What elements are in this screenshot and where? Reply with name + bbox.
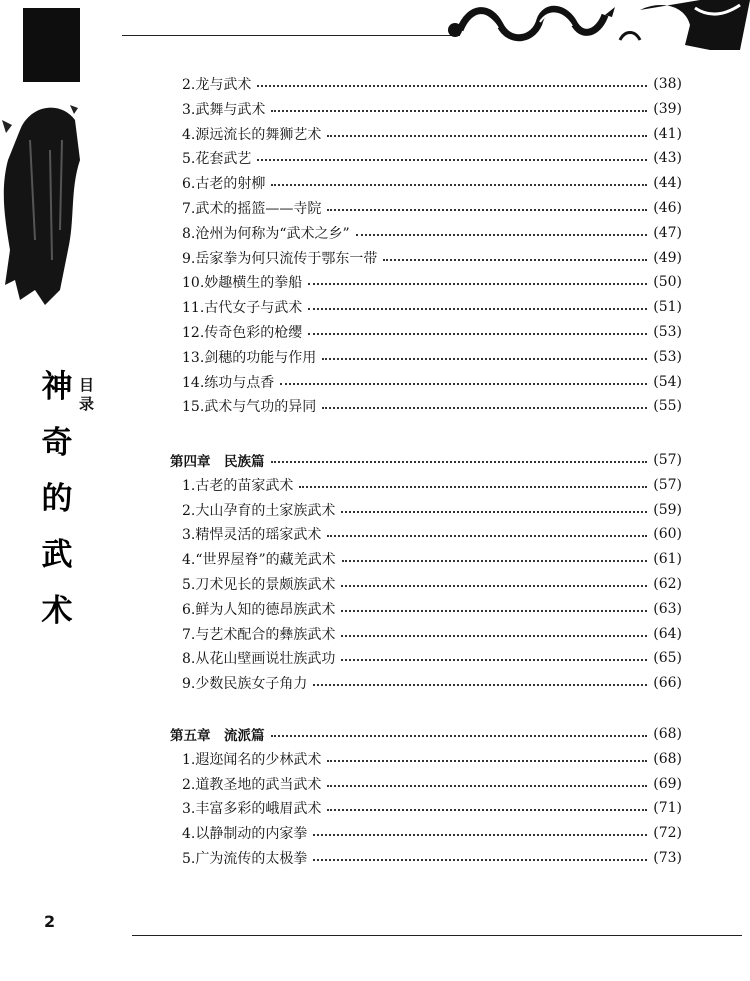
toc-entry-page: (51) xyxy=(653,299,682,316)
toc-leader-dots xyxy=(299,486,647,488)
toc-leader-dots xyxy=(322,358,647,360)
toc-leader-dots xyxy=(341,659,647,661)
toc-leader-dots xyxy=(327,809,647,811)
toc-leader-dots xyxy=(271,461,648,463)
toc-entry-page: (53) xyxy=(653,348,682,365)
toc-entry-title: 11.古代女子与武术 xyxy=(182,300,303,317)
toc-entry-title: 9.岳家拳为何只流传于鄂东一带 xyxy=(182,250,378,267)
toc-leader-dots xyxy=(313,684,647,686)
toc-leader-dots xyxy=(271,735,648,737)
book-title-char: 奇 xyxy=(41,425,73,461)
toc-entry-title: 9.少数民族女子角力 xyxy=(182,676,308,693)
toc-leader-dots xyxy=(341,635,647,637)
toc-entry-title: 12.传奇色彩的枪缨 xyxy=(182,325,303,341)
book-title-char: 神 xyxy=(41,369,73,405)
toc-entry-row[interactable] xyxy=(182,97,682,121)
toc-entry-row[interactable] xyxy=(182,370,682,394)
toc-entry-title: 3.丰富多彩的峨眉武术 xyxy=(182,801,322,818)
toc-entry-row[interactable] xyxy=(182,72,682,96)
toc-leader-dots xyxy=(257,85,647,87)
toc-entry-row[interactable] xyxy=(182,246,682,270)
toc-entry-title: 2.道教圣地的武当武术 xyxy=(182,776,322,793)
toc-entry-page: (41) xyxy=(653,125,682,142)
toc-entry-page: (63) xyxy=(653,600,682,617)
toc-entry-row[interactable] xyxy=(182,522,682,546)
toc-leader-dots xyxy=(271,110,647,112)
toc-entry-row[interactable] xyxy=(182,196,682,220)
toc-entry-page: (65) xyxy=(653,650,682,667)
toc-leader-dots xyxy=(313,834,647,836)
toc-leader-dots xyxy=(342,560,648,562)
toc-leader-dots xyxy=(322,407,647,409)
book-title-char: 武 xyxy=(41,537,73,573)
toc-entry-title: 3.精悍灵活的瑶家武术 xyxy=(182,527,322,544)
toc-entry-title: 4.“世界屋脊”的藏羌武术 xyxy=(182,552,336,569)
toc-leader-dots xyxy=(257,159,647,161)
toc-entry-title: 2.大山孕育的土家族武术 xyxy=(182,502,336,519)
toc-entry-page: (50) xyxy=(653,274,682,291)
toc-chapter-row[interactable] xyxy=(170,448,682,472)
toc-entry-page: (43) xyxy=(653,150,682,167)
toc-leader-dots xyxy=(356,234,648,236)
toc-entry-row[interactable] xyxy=(182,547,682,571)
toc-entry-page: (49) xyxy=(653,249,682,266)
toc-entry-title: 10.妙趣横生的拳船 xyxy=(182,275,303,292)
toc-entry-page: (59) xyxy=(653,501,682,518)
toc-entry-title: 13.剑穗的功能与作用 xyxy=(182,349,317,366)
book-title-char: 术 xyxy=(41,593,73,629)
toc-entry-row[interactable] xyxy=(182,498,682,522)
toc-entry-row[interactable] xyxy=(182,772,682,796)
toc-entry-page: (62) xyxy=(653,576,682,592)
toc-leader-dots xyxy=(308,308,647,310)
toc-entry-title: 1.遐迩闻名的少林武术 xyxy=(182,751,322,768)
toc-entry-title: 6.鲜为人知的德昂族武术 xyxy=(182,601,336,618)
toc-leader-dots xyxy=(341,610,647,612)
toc-entry-title: 4.源远流长的舞狮艺术 xyxy=(182,126,322,143)
toc-entry-page: (44) xyxy=(653,175,682,192)
footer-rule xyxy=(132,935,742,936)
toc-entry-row[interactable] xyxy=(182,320,682,344)
toc-leader-dots xyxy=(327,535,647,537)
toc-entry-title: 4.以静制动的内家拳 xyxy=(182,826,308,843)
toc-entry-row[interactable] xyxy=(182,671,682,695)
toc-chapter-page: (68) xyxy=(653,726,682,742)
toc-entry-row[interactable] xyxy=(182,747,682,771)
toc-entry-page: (64) xyxy=(653,625,682,642)
toc-entry-title: 14.练功与点香 xyxy=(182,374,275,391)
toc-entry-row[interactable] xyxy=(182,270,682,294)
toc-entry-page: (39) xyxy=(653,100,682,117)
toc-entry-page: (60) xyxy=(653,526,682,543)
toc-entry-page: (38) xyxy=(653,76,682,92)
toc-entry-row[interactable] xyxy=(182,646,682,670)
toc-entry-title: 6.古老的射柳 xyxy=(182,176,266,193)
toc-leader-dots xyxy=(383,259,647,261)
toc-entry-row[interactable] xyxy=(182,846,682,870)
book-title-char: 的 xyxy=(41,481,73,517)
toc-leader-dots xyxy=(308,333,647,335)
toc-entry-page: (47) xyxy=(653,224,682,241)
toc-leader-dots xyxy=(327,760,647,762)
toc-entry-row[interactable] xyxy=(182,122,682,146)
toc-chapter-row[interactable] xyxy=(170,722,682,746)
toc-chapter-title: 第四章 民族篇 xyxy=(170,454,265,470)
page-number: 2 xyxy=(44,912,56,931)
toc-entry-page: (57) xyxy=(653,476,682,493)
toc-entry-page: (69) xyxy=(653,775,682,792)
toc-label: 目录 xyxy=(79,376,95,413)
toc-leader-dots xyxy=(327,135,647,137)
toc-entry-page: (55) xyxy=(653,398,682,415)
toc-entry-title: 5.刀术见长的景颇族武术 xyxy=(182,577,336,593)
toc-entry-page: (54) xyxy=(653,373,682,390)
toc-entry-row[interactable] xyxy=(182,345,682,369)
toc-entry-row[interactable] xyxy=(182,622,682,646)
toc-entry-row[interactable] xyxy=(182,394,682,418)
toc-entry-row[interactable] xyxy=(182,221,682,245)
toc-entry-title: 8.沧州为何称为“武术之乡” xyxy=(182,225,350,242)
toc-entry-title: 2.龙与武术 xyxy=(182,77,252,93)
toc-entry-page: (61) xyxy=(653,551,682,568)
toc-entry-title: 1.古老的苗家武术 xyxy=(182,477,294,494)
toc-leader-dots xyxy=(313,859,647,861)
toc-entry-page: (72) xyxy=(653,825,682,842)
toc-entry-title: 5.花套武艺 xyxy=(182,151,252,168)
toc-entry-page: (66) xyxy=(653,675,682,692)
toc-leader-dots xyxy=(341,585,647,587)
toc-entry-row[interactable] xyxy=(182,796,682,820)
toc-leader-dots xyxy=(271,184,647,186)
toc-entry-row[interactable] xyxy=(182,597,682,621)
toc-chapter-title: 第五章 流派篇 xyxy=(170,728,265,744)
toc-entry-title: 7.与艺术配合的彝族武术 xyxy=(182,626,336,643)
toc-leader-dots xyxy=(327,209,647,211)
toc-leader-dots xyxy=(280,383,647,385)
toc-chapter-page: (57) xyxy=(653,452,682,468)
toc-leader-dots xyxy=(341,511,647,513)
toc-entry-row[interactable] xyxy=(182,171,682,195)
toc-leader-dots xyxy=(308,283,647,285)
toc-entry-page: (46) xyxy=(653,200,682,216)
toc-entry-page: (68) xyxy=(653,750,682,767)
toc-entry-title: 15.武术与气功的异同 xyxy=(182,399,317,416)
toc-leader-dots xyxy=(327,785,647,787)
toc-entry-page: (53) xyxy=(653,324,682,340)
toc-entry-row[interactable] xyxy=(182,572,682,596)
toc-entry-page: (71) xyxy=(653,800,682,817)
toc-entry-title: 8.从花山壁画说壮族武功 xyxy=(182,651,336,668)
toc-entry-row[interactable] xyxy=(182,821,682,845)
toc-entry-title: 7.武术的摇篮——寺院 xyxy=(182,201,322,217)
toc-entry-page: (73) xyxy=(653,850,682,866)
toc-entry-title: 5.广为流传的太极拳 xyxy=(182,851,308,867)
toc-entry-row[interactable] xyxy=(182,473,682,497)
toc-entry-title: 3.武舞与武术 xyxy=(182,101,266,118)
toc-entry-row[interactable] xyxy=(182,146,682,170)
toc-entry-row[interactable] xyxy=(182,295,682,319)
